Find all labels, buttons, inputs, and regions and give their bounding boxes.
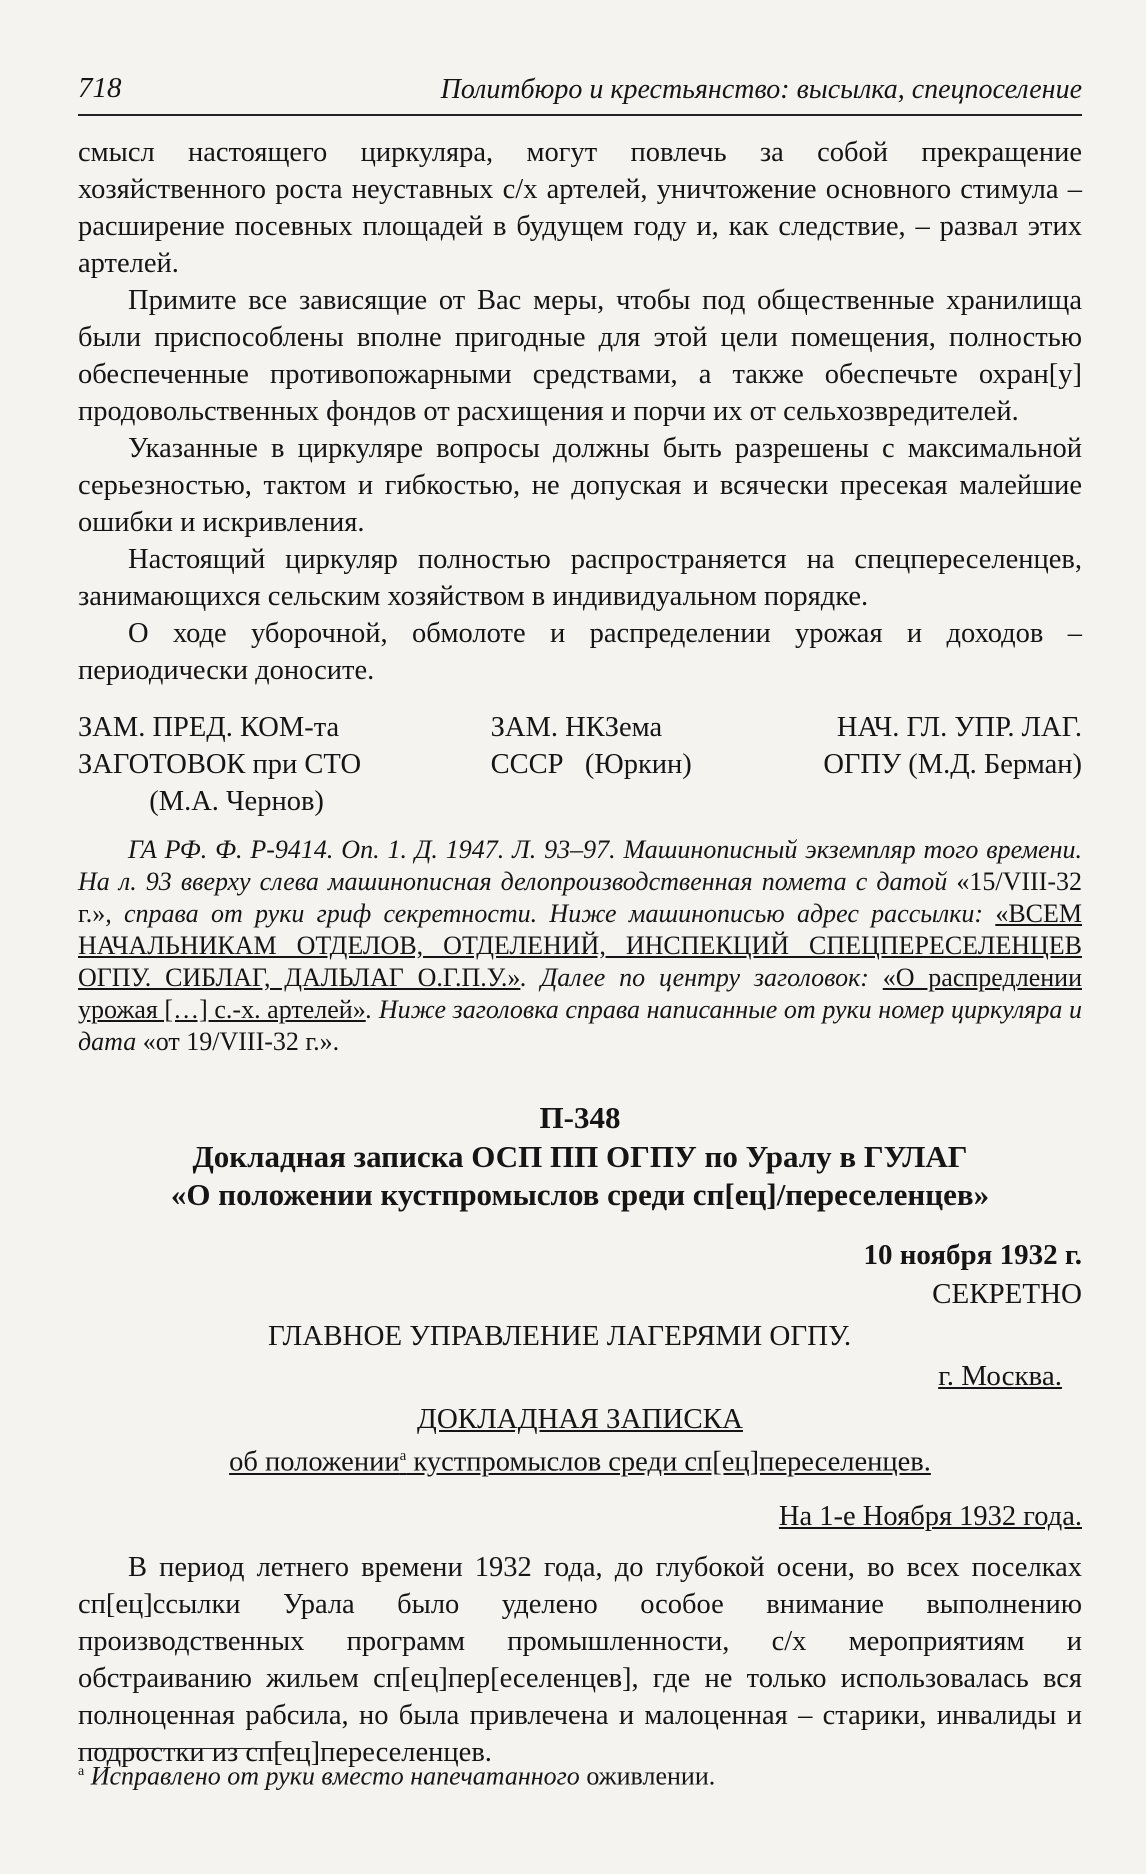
source-heading-quote: «О распредлении урожая […] с.-х. артелей» — [78, 963, 1082, 1024]
addressee: ГЛАВНОЕ УПРАВЛЕНИЕ ЛАГЕРЯМИ ОГПУ. — [268, 1320, 852, 1352]
source-text: , справа от руки гриф секретности. Ниже машинописью адрес рассылки: — [105, 899, 996, 928]
source-text: . — [332, 1027, 340, 1056]
page-number: 718 — [78, 72, 122, 104]
footnote-divider — [78, 1748, 288, 1749]
report-subtitle — [78, 1438, 1082, 1481]
footnote-plain: оживлении. — [579, 1761, 716, 1791]
document-title-line1: Докладная записка ОСП ПП ОГПУ по Уралу в ГУЛАГ — [192, 1139, 968, 1174]
paragraph: Настоящий циркуляр полностью распространяется на спецпереселенцев, занимающихся сельским хозяйством в индивидуальном порядке. — [78, 544, 1082, 612]
running-title: Политбюро и крестьянство: высылка, спецпоселение — [440, 74, 1082, 105]
footnote-mark: а — [399, 1448, 407, 1464]
source-text: ГА РФ. Ф. Р-9414. Оп. 1. Д. 1947. Л. 93–97. Машинописный экземпляр того времени. На л. 93 вверху слева машинописная делопроизводственная помета с датой — [78, 835, 1082, 896]
report-as-of-date: На 1-е Ноября 1932 года. — [778, 1500, 1082, 1532]
signature-block — [78, 709, 1082, 820]
paragraph: Указанные в циркуляре вопросы должны быть разрешены с максимальной серьезностью, тактом и гибкостью, не допуская и всячески пресекая малейшие ошибки и искривления. — [78, 433, 1082, 538]
source-circular-date: «от 19/VIII-32 г.» — [142, 1027, 333, 1056]
footnote-italic: Исправлено от руки вместо напечатанного — [90, 1761, 580, 1791]
report-subtitle-text: кустпромыслов среди сп[ец]переселенцев. — [406, 1446, 931, 1478]
paragraph: смысл настоящего циркуляра, могут повлечь за собой прекращение хозяйственного роста неуставных с/х артелей, уничтожение основного стимула – расширение посевных площадей в будущем году и, как следствие, – развал этих артелей. — [78, 137, 1082, 279]
report-title: ДОКЛАДНАЯ ЗАПИСКА — [417, 1403, 743, 1435]
document-number: П-348 — [539, 1100, 621, 1135]
document-date: 10 ноября 1932 г. — [863, 1239, 1082, 1271]
addressee-city: г. Москва. — [938, 1360, 1062, 1392]
signature-yurkin: ЗАМ. НКЗема СССР (Юркин) — [490, 712, 692, 780]
footnote-mark: а — [78, 1764, 85, 1779]
signature-chernov: ЗАМ. ПРЕД. КОМ-та ЗАГОТОВОК при СТО (М.А. Чернов) — [78, 712, 362, 817]
signature-berman: НАЧ. ГЛ. УПР. ЛАГ. ОГПУ (М.Д. Берман) — [823, 712, 1082, 780]
archival-source-note — [78, 834, 1082, 1058]
page-body — [78, 134, 1082, 1771]
source-text: . Далее по центру заголовок: — [520, 963, 883, 992]
paragraph: Примите все зависящие от Вас меры, чтобы под общественные хранилища были приспособлены вполне пригодные для этой цели помещения, полностью обеспеченные противопожарными средствами, а также обеспечьте охран[у] продовольственных фондов от расхищения и порчи их от сельхозвредителей. — [78, 285, 1082, 427]
report-paragraph: В период летнего времени 1932 года, до глубокой осени, во всех поселках сп[ец]ссылки Урала было уделено особое внимание выполнению производственных программ промышленности, с/х мероприятиям и обстраиванию жильем сп[ец]пер[еселенцев], где не только использовалась вся полноценная рабсила, но была привлечена и малоценная – старики, инвалиды и подростки из сп[ец]переселенцев. — [78, 1551, 1082, 1768]
classification-stamp: СЕКРЕТНО — [932, 1278, 1082, 1310]
source-address: «ВСЕМ НАЧАЛЬНИКАМ ОТДЕЛОВ, ОТДЕЛЕНИЙ, ИНСПЕКЦИЙ СПЕЦПЕРЕСЕЛЕНЦЕВ ОГПУ. СИБЛАГ, ДАЛЬЛАГ О.Г.П.У.» — [78, 899, 1082, 992]
source-text: . Ниже заголовка справа написанные от руки номер циркуляра и дата — [78, 995, 1083, 1056]
source-date-mark: «15/VIII-32 г.» — [78, 867, 1082, 928]
running-header — [78, 70, 1082, 116]
footnote — [78, 1756, 1082, 1793]
document-title-line2: «О положении кустпромыслов среди сп[ец]/переселенцев» — [170, 1177, 990, 1212]
report-subtitle-text: об положении — [229, 1446, 400, 1478]
paragraph: О ходе уборочной, обмолоте и распределении урожая и доходов – периодически доносите. — [78, 618, 1082, 686]
